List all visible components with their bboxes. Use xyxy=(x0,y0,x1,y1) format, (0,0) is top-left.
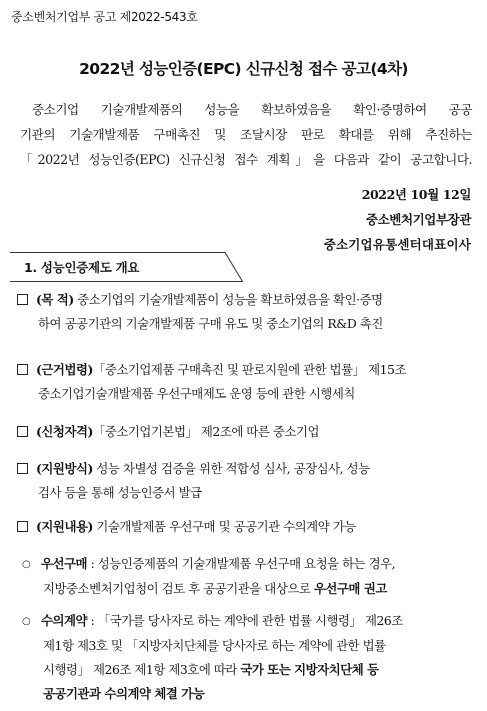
item-text: 중소기업의 기술개발제품이 성능을 확보하였음을 확인·증명 xyxy=(73,292,383,307)
checkbox-square-icon xyxy=(17,364,28,375)
subitem-text: 제1항 제3호 및 「지방자치단체를 당사자로 하는 계약에 관한 법률 xyxy=(43,638,386,653)
subitem-label: 수의계약 xyxy=(41,613,88,628)
item-text: 검사 등을 통해 성능인증서 발급 xyxy=(38,485,202,500)
notice-number: 중소벤처기업부 공고 제2022-543호 xyxy=(11,10,198,24)
section-header xyxy=(10,252,243,282)
item-text: 중소기업기술개발제품 우선구매제도 운영 등에 관한 시행세칙 xyxy=(38,386,355,401)
subitem-text: : 「국가를 당사자로 하는 계약에 관한 법률 시행령」 제26조 xyxy=(87,613,403,628)
checkbox-square-icon xyxy=(17,463,28,474)
subitem-private-contract xyxy=(22,609,474,706)
list-item-eligibility xyxy=(17,420,475,444)
subitem-text: 시행령」 제26조 제1항 제3호에 따라 xyxy=(43,662,241,677)
item-label: (신청자격) xyxy=(36,424,93,439)
document-title: 2022년 성능인증(EPC) 신규신청 접수 공고(4차) xyxy=(79,60,408,78)
checkbox-square-icon xyxy=(17,294,28,305)
subitem-emphasis: 우선구매 권고 xyxy=(313,581,387,596)
subitem-text: 지방중소벤처기업청이 검토 후 공공기관을 대상으로 xyxy=(43,581,314,596)
checkbox-square-icon xyxy=(17,426,28,437)
item-text: 하여 공공기관의 기술개발제품 구매 유도 및 중소기업의 R&D 촉진 xyxy=(38,316,383,331)
subitem-text: : 성능인증제품의 기술개발제품 우선구매 요청을 하는 경우, xyxy=(87,556,396,571)
checkbox-square-icon xyxy=(17,521,28,532)
signature-ministry: 중소벤처기업부장관 xyxy=(365,212,471,227)
item-text: 성능 차별성 검증을 위한 적합성 심사, 공장심사, 성능 xyxy=(92,461,370,476)
signature-distribution-center: 중소기업유통센터대표이사 xyxy=(323,237,471,252)
list-item-support-method xyxy=(17,457,475,505)
announcement-date: 2022년 10월 12일 xyxy=(361,187,471,202)
item-text: 「중소기업제품 구매촉진 및 판로지원에 관한 법률」 제15조 xyxy=(92,362,407,377)
item-label: (목 적) xyxy=(36,292,74,307)
circle-bullet-icon: ○ xyxy=(22,559,31,570)
intro-line: 기관의 기술개발제품 구매촉진 및 조달시장 판로 확대를 위해 추진하는 xyxy=(20,127,472,142)
item-text: 기술개발제품 우선구매 및 공공기관 수의계약 가능 xyxy=(92,519,356,534)
section-title: 1. 성능인증제도 개요 xyxy=(24,260,140,275)
intro-line: 중소기업 기술개발제품의 성능을 확보하였음을 확인·증명하여 공공 xyxy=(32,102,472,117)
list-item-support-content xyxy=(17,515,475,539)
subitem-emphasis: 국가 또는 지방자치단체 등 xyxy=(240,662,379,677)
list-item-purpose xyxy=(17,288,475,336)
item-label: (지원내용) xyxy=(36,519,93,534)
item-label: (근거법령) xyxy=(36,362,93,377)
subitem-emphasis: 공공기관과 수의계약 체결 가능 xyxy=(43,686,205,701)
subitem-priority-purchase xyxy=(22,552,474,601)
list-item-legal-basis xyxy=(17,358,475,406)
circle-bullet-icon: ○ xyxy=(22,616,31,627)
item-label: (지원방식) xyxy=(36,461,93,476)
intro-line: 「2022년 성능인증(EPC) 신규신청 접수 계획」을 다음과 같이 공고합니다. xyxy=(20,152,472,167)
item-text: 「중소기업기본법」 제2조에 따른 중소기업 xyxy=(92,424,319,439)
subitem-label: 우선구매 xyxy=(41,556,88,571)
intro-paragraph xyxy=(20,97,472,172)
